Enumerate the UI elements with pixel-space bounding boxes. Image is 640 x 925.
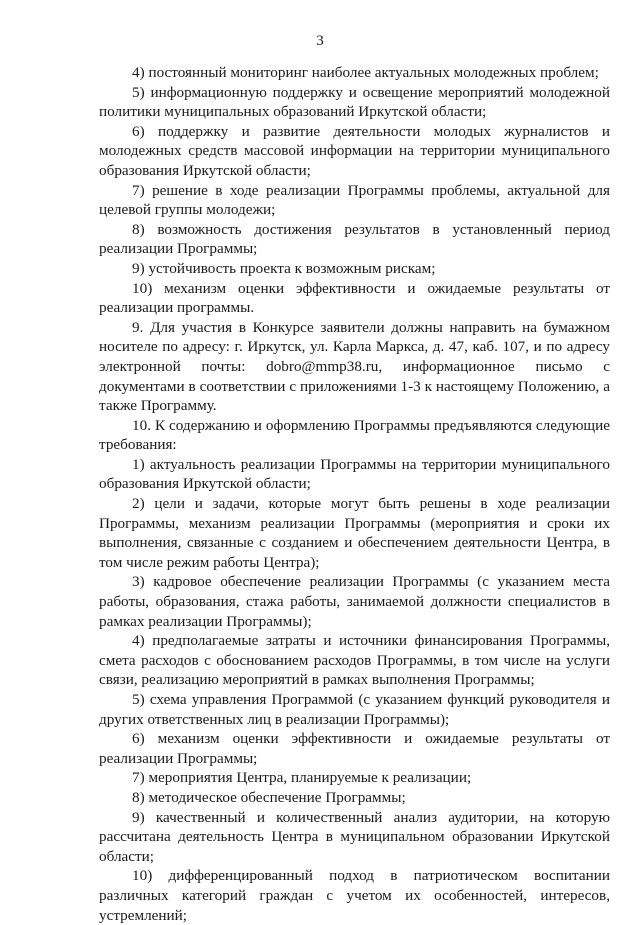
paragraph-item-5-info-support: 5) информационную поддержку и освещение мероприятий молодежной политики муниципальных образований Иркутской области;	[99, 83, 610, 121]
paragraph-req-2-goals: 2) цели и задачи, которые могут быть решены в ходе реализации Программы, механизм реализации Программы (мероприятия и сроки их выполнения, связанные с созданием и обеспечением деятельности Центра, в том числе режим работы Центра);	[99, 495, 610, 571]
paragraph-clause-9-submission: 9. Для участия в Конкурсе заявители должны направить на бумажном носителе по адресу: г. Иркутск, ул. Карла Маркса, д. 47, каб. 107, и по адресу электронной почты: dobro@mmp38.ru, информационное письмо с документами в соответствии с приложениями 1-3 к настоящему Положению, а также Программу.	[99, 318, 610, 415]
paragraph-item-4-monitoring: 4) постоянный мониторинг наиболее актуальных молодежных проблем;	[132, 64, 599, 81]
paragraph-req-5-management: 5) схема управления Программой (с указанием функций руководителя и других ответственных лиц в реализации Программы);	[99, 691, 610, 728]
paragraph-item-8-results: 8) возможность достижения результатов в установленный период реализации Программы;	[99, 220, 610, 258]
paragraph-req-8-methodology: 8) методическое обеспечение Программы;	[132, 788, 406, 806]
paragraph-req-9-audience: 9) качественный и количественный анализ аудитории, на которую рассчитана деятельность Центра в муниципальном образовании Иркутской области;	[99, 808, 610, 865]
paragraph-item-7-problem-solving: 7) решение в ходе реализации Программы проблемы, актуальной для целевой группы молодежи;	[99, 181, 610, 219]
paragraph-item-10-evaluation: 10) механизм оценки эффективности и ожидаемые результаты от реализации программы.	[99, 279, 610, 317]
paragraph-req-3-staffing: 3) кадровое обеспечение реализации Программы (с указанием места работы, образования, стажа работы, занимаемой должности специалистов в рамках реализации Программы);	[99, 573, 610, 630]
document-body	[99, 63, 610, 925]
paragraph-req-10-approach: 10) дифференцированный подход в патриотическом воспитании различных категорий граждан с учетом их особенностей, интересов, устремлений;	[99, 867, 610, 924]
paragraph-req-1-relevance: 1) актуальность реализации Программы на территории муниципального образования Иркутской области;	[99, 455, 610, 493]
paragraph-req-4-costs: 4) предполагаемые затраты и источники финансирования Программы, смета расходов с обоснованием расходов Программы, в том числе на услуги связи, реализацию мероприятий в рамках выполнения Программы;	[99, 632, 610, 689]
paragraph-item-9-sustainability: 9) устойчивость проекта к возможным рискам;	[132, 259, 436, 277]
paragraph-clause-10-requirements: 10. К содержанию и оформлению Программы предъявляются следующие требования:	[99, 416, 610, 454]
paragraph-req-6-evaluation: 6) механизм оценки эффективности и ожидаемые результаты от реализации Программы;	[99, 730, 610, 767]
paragraph-req-7-activities: 7) мероприятия Центра, планируемые к реализации;	[132, 769, 472, 787]
page-number: 3	[316, 33, 324, 49]
paragraph-item-6-journalists: 6) поддержку и развитие деятельности молодых журналистов и молодежных средств массовой информации на территории муниципального образования Иркутской области;	[99, 122, 610, 179]
